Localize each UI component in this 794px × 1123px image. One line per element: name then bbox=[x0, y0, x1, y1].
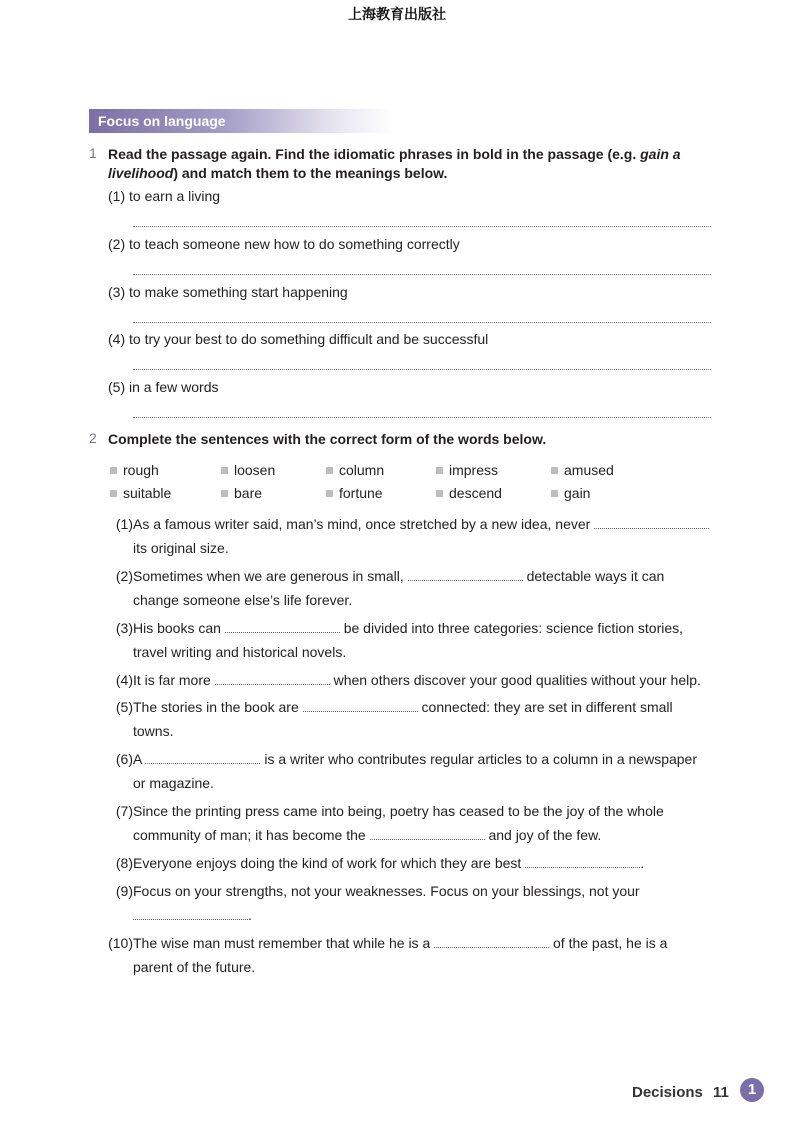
bullet-square-icon bbox=[551, 490, 558, 497]
sentence-7: (7) Since the printing press came into being, poetry has ceased to be the joy of the whole community of man; it has become the and joy of the few. bbox=[115, 803, 664, 843]
bullet-square-icon bbox=[436, 467, 443, 474]
blank-6[interactable] bbox=[145, 751, 260, 764]
blank-7[interactable] bbox=[370, 827, 485, 840]
blank-3[interactable] bbox=[225, 620, 340, 633]
sentence-10: (10) The wise man must remember that while he is a of the past, he is a parent of the future. bbox=[108, 935, 668, 975]
q1-number: 1 bbox=[89, 145, 97, 161]
q1-example: gain a livelihood bbox=[108, 146, 681, 181]
blank-8[interactable] bbox=[525, 855, 640, 868]
footer-unit-title: Decisions bbox=[632, 1084, 703, 1101]
word-item: suitable bbox=[110, 485, 171, 501]
bullet-square-icon bbox=[221, 490, 228, 497]
q1-item-5: (5) in a few words bbox=[108, 379, 219, 395]
word-item: column bbox=[326, 462, 384, 478]
word-item: rough bbox=[110, 462, 159, 478]
answer-line-2[interactable] bbox=[133, 274, 711, 275]
bullet-square-icon bbox=[326, 490, 333, 497]
bullet-square-icon bbox=[221, 467, 228, 474]
section-title: Focus on language bbox=[98, 113, 226, 129]
sentence-5: (5) The stories in the book are connected: they are set in different small towns. bbox=[115, 699, 673, 739]
word-item: loosen bbox=[221, 462, 275, 478]
q1-item-4: (4) to try your best to do something difficult and be successful bbox=[108, 331, 489, 347]
blank-2[interactable] bbox=[408, 568, 523, 581]
q1-instruction: Read the passage again. Find the idiomatic phrases in bold in the passage (e.g. gain a livelihood) and match them to the meanings below. bbox=[108, 146, 681, 181]
blank-9[interactable] bbox=[133, 907, 248, 920]
word-item: gain bbox=[551, 485, 590, 501]
word-item: amused bbox=[551, 462, 614, 478]
sentence-9: (9) Focus on your strengths, not your weaknesses. Focus on your blessings, not your . bbox=[115, 883, 640, 923]
bullet-square-icon bbox=[436, 490, 443, 497]
answer-line-4[interactable] bbox=[133, 369, 711, 370]
bullet-square-icon bbox=[326, 467, 333, 474]
publisher-header: 上海教育出版社 bbox=[348, 7, 446, 23]
word-item: fortune bbox=[326, 485, 383, 501]
sentence-1: (1) As a famous writer said, man’s mind, once stretched by a new idea, never its original size. bbox=[100, 512, 133, 536]
sentence-6: (6) A is a writer who contributes regular articles to a column in a newspaper or magazine. bbox=[115, 751, 698, 791]
q1-item-3: (3) to make something start happening bbox=[108, 284, 348, 300]
unit-badge: 1 bbox=[740, 1078, 764, 1102]
answer-line-5[interactable] bbox=[133, 417, 711, 418]
q2-number: 2 bbox=[89, 430, 97, 446]
q1-item-2: (2) to teach someone new how to do something correctly bbox=[108, 236, 460, 252]
bullet-square-icon bbox=[551, 467, 558, 474]
answer-line-1[interactable] bbox=[133, 226, 711, 227]
bullet-square-icon bbox=[110, 467, 117, 474]
q2-instruction: Complete the sentences with the correct form of the words below. bbox=[108, 431, 547, 447]
blank-10[interactable] bbox=[434, 935, 549, 948]
blank-1[interactable] bbox=[594, 516, 709, 529]
word-item: impress bbox=[436, 462, 498, 478]
blank-4[interactable] bbox=[215, 672, 330, 685]
sentence-2: (2) Sometimes when we are generous in small, detectable ways it can change someone else’s life forever. bbox=[115, 568, 665, 608]
answer-line-3[interactable] bbox=[133, 322, 711, 323]
word-item: bare bbox=[221, 485, 262, 501]
bullet-square-icon bbox=[110, 490, 117, 497]
word-item: descend bbox=[436, 485, 502, 501]
section-title-bar bbox=[89, 109, 394, 133]
sentence-4: (4) It is far more when others discover your good qualities without your help. bbox=[115, 672, 701, 688]
sentence-3: (3) His books can be divided into three categories: science fiction stories, travel writing and historical novels. bbox=[115, 620, 684, 660]
page-number: 11 bbox=[713, 1084, 729, 1101]
sentence-8: (8) Everyone enjoys doing the kind of work for which they are best . bbox=[115, 855, 645, 871]
q1-item-1: (1) to earn a living bbox=[108, 188, 221, 204]
blank-5[interactable] bbox=[303, 699, 418, 712]
